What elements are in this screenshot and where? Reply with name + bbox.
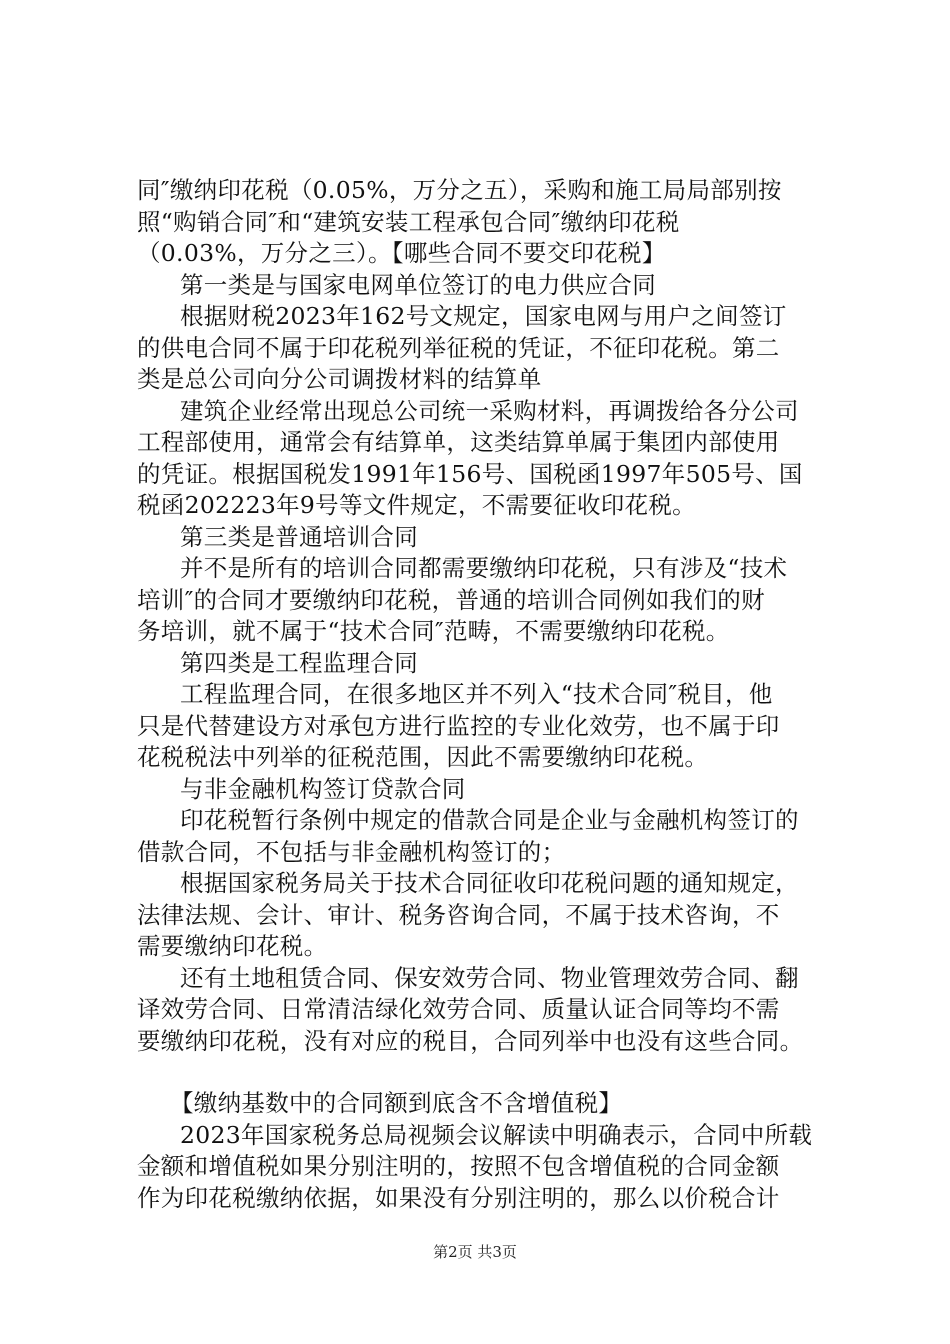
text-line: 根据财税2023年162号文规定，国家电网与用户之间签订 xyxy=(180,302,787,330)
page-footer: 第2页 共3页 xyxy=(433,1243,517,1261)
text-line: 同″缴纳印花税（0.05%，万分之五），采购和施工局局部别按 xyxy=(137,176,782,204)
text-line: 法律法规、会计、审计、税务咨询合同，不属于技术咨询，不 xyxy=(137,900,780,929)
text-line: 工程监理合同，在很多地区并不列入“技术合同″税目，他 xyxy=(180,680,773,708)
text-line: 借款合同，不包括与非金融机构签订的； xyxy=(137,837,566,866)
text-line: 还有土地租赁合同、保安效劳合同、物业管理效劳合同、翻 xyxy=(180,963,799,992)
text-line: （0.03%，万分之三）。【哪些合同不要交印花税】 xyxy=(137,239,666,267)
text-line: 要缴纳印花税，没有对应的税目，合同列举中也没有这些合同。 xyxy=(137,1026,804,1055)
text-line: 根据国家税务局关于技术合同征收印花税问题的通知规定， xyxy=(180,869,799,897)
section-heading: 第四类是工程监理合同 xyxy=(180,648,418,677)
text-line: 类是总公司向分公司调拨材料的结算单 xyxy=(137,365,542,393)
text-line: 务培训，就不属于“技术合同″范畴，不需要缴纳印花税。 xyxy=(137,617,730,645)
text-line: 2023年国家税务总局视频会议解读中明确表示，合同中所载 xyxy=(180,1120,813,1149)
text-line: 金额和增值税如果分别注明的，按照不包含增值税的合同金额 xyxy=(137,1152,780,1180)
text-line: 建筑企业经常出现总公司统一采购材料，再调拨给各分公司 xyxy=(180,396,799,425)
text-line: 的供电合同不属于印花税列举征税的凭证，不征印花税。第二 xyxy=(137,333,780,362)
section-heading: 【缴纳基数中的合同额到底含不含增值税】 xyxy=(170,1089,623,1117)
text-line: 照“购销合同″和“建筑安装工程承包合同″缴纳印花税 xyxy=(137,207,680,236)
text-line: 的凭证。根据国税发1991年156号、国税函1997年505号、国 xyxy=(137,459,803,488)
text-line: 需要缴纳印花税。 xyxy=(137,932,328,960)
document-body xyxy=(137,175,837,1214)
text-line: 工程部使用，通常会有结算单，这类结算单属于集团内部使用 xyxy=(137,428,780,456)
text-line: 税函202223年9号等文件规定，不需要征收印花税。 xyxy=(137,491,696,519)
section-heading: 第一类是与国家电网单位签订的电力供应合同 xyxy=(180,270,656,299)
text-line: 并不是所有的培训合同都需要缴纳印花税，只有涉及“技术 xyxy=(180,554,788,582)
text-line: 作为印花税缴纳依据，如果没有分别注明的，那么以价税合计 xyxy=(137,1183,780,1212)
text-line: 只是代替建设方对承包方进行监控的专业化效劳，也不属于印 xyxy=(137,711,780,740)
section-heading: 第三类是普通培训合同 xyxy=(180,522,418,551)
paragraph-gap xyxy=(137,1057,837,1088)
text-line: 译效劳合同、日常清洁绿化效劳合同、质量认证合同等均不需 xyxy=(137,995,780,1023)
text-line: 培训″的合同才要缴纳印花税，普通的培训合同例如我们的财 xyxy=(137,585,765,614)
text-line: 印花税暂行条例中规定的借款合同是企业与金融机构签订的 xyxy=(180,806,799,834)
text-line: 花税税法中列举的征税范围，因此不需要缴纳印花税。 xyxy=(137,743,709,771)
section-heading: 与非金融机构签订贷款合同 xyxy=(180,774,466,803)
